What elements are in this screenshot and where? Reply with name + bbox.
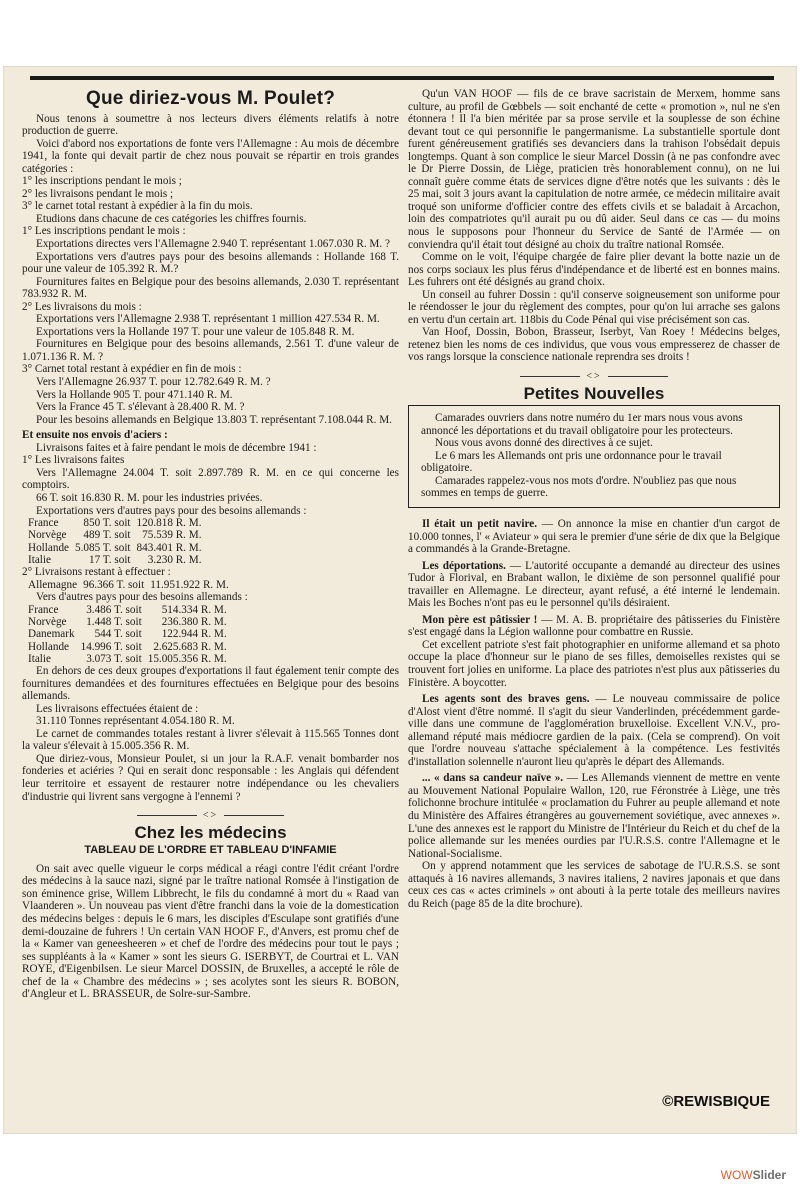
table-row: Hollande 14.996 T. soit 2.625.683 R. M. [28,640,227,653]
paragraph: Que diriez-vous, Monsieur Poulet, si un jour la R.A.F. venait bombarder nos fonderies et aciéries ? Qui en serait donc responsable : les Anglais qui défendent leur territoire et essayent de restaurer notre indépendance ou les chevaliers d'industrie qui livrent sans vergogne à l'ennemi ? [22,752,399,803]
news-item: Il était un petit navire. — On annonce la mise en chantier d'un cargot de 10.000 tonnes, l' « Aviateur » qui sera le premier d'une série de dix que la Belgique a commandés à la Grande-Bretagne. [408,517,780,556]
paragraph: Qu'un VAN HOOF — fils de ce brave sacristain de Merxem, homme sans culture, au profil de Gœbbels — soit enchanté de cette « promotion », nul ne s'en étonnera ! Il l'a bien méritée par sa prose servile et la souplesse de son échine devant tout ce qui personnifie le pangermanisme. La substantielle sportule dont furent généreusement gratifiés ses devanciers dans la trahison l'obsédait depuis longtemps. Quant à son complice le sieur Marcel Dossin (à ne pas confondre avec le Dr Pierre Dossin, de Liège, praticien très honorablement connu), on ne lui connaît guère comme états de services digne d'être notés que les suivants : dès le 25 mai, soit 3 jours avant la capitulation de notre armée, ce médecin militaire avait troqué son uniforme d'officier contre des effets civils et se baladait à Arcachon, loin des compatriotes qu'il aurait pu ou dû aider. Seul dans ce cas — du moins nous le supposons pour l'honneur du Service de Santé de l'Armée — on conviendra qu'il était tout désigné au choix du traître national Romsée. [408,88,780,251]
paragraph: Vers l'Allemagne 26.937 T. pour 12.782.649 R. M. ? [36,376,271,389]
paragraph: Pour les besoins allemands en Belgique 13.803 T. représentant 7.108.044 R. M. [36,413,392,426]
paragraph: Livraisons faites et à faire pendant le mois de décembre 1941 : [36,441,317,454]
paragraph: Cet excellent patriote s'est fait photographier en uniforme allemand et sa photo occupe la place d'honneur sur le piano de ses filles, demoiselles rexistes qui se trouvent fort jolies en uniforme. La place des patriotes n'est plus aux pâtisseries du Finistère. A boycotter. [408,638,780,689]
article-title-medecins: Chez les médecins [134,822,287,842]
section-heading: 1° Les livraisons faites [22,454,125,467]
paragraph: Fournitures faites en Belgique pour des besoins allemands, 2.030 T. représentant 783.932 R. M. [22,275,399,301]
paragraph: Nous tenons à soumettre à nos lecteurs divers éléments relatifs à notre production de guerre. [22,112,399,138]
export-table-1 [28,517,208,566]
article-title-petites-nouvelles: Petites Nouvelles [523,383,665,403]
article-subtitle: TABLEAU DE L'ORDRE ET TABLEAU D'INFAMIE [84,844,337,857]
export-table-2 [28,579,235,591]
paragraph: Fournitures en Belgique pour des besoins allemands, 2.561 T. d'une valeur de 1.071.136 R. M. ? [22,338,399,363]
boxed-notice [408,405,780,508]
paragraph: Vers la Hollande 905 T. pour 471.140 R. M. [36,388,233,401]
table-row: Danemark 544 T. soit 122.944 R. M. [28,628,227,641]
paragraph: Vers l'Allemagne 24.004 T. soit 2.897.789 R. M. en ce qui concerne les comptoirs. [22,466,399,492]
paragraph: Camarades rappelez-vous nos mots d'ordre. N'oubliez pas que nous sommes en temps de guerre. [421,474,737,500]
article-title-poulet: Que diriez-vous M. Poulet? [85,88,336,109]
left-column [22,88,399,1001]
table-row: Norvège 489 T. soit 75.539 R. M. [28,529,202,542]
section-heading: 2° Les livraisons du mois : [22,300,142,313]
paragraph: Exportations vers la Hollande 197 T. pour une valeur de 105.848 R. M. [36,325,355,338]
paragraph: Exportations vers l'Allemagne 2.938 T. représentant 1 million 427.534 R. M. [36,313,380,326]
paragraph: Le 6 mars les Allemands ont pris une ordonnance pour le travail obligatoire. [421,449,722,475]
paragraph: Nous vous avons donné des directives à ce sujet. [435,437,653,450]
paragraph: Exportations directes vers l'Allemagne 2.940 T. représentant 1.067.030 R. M. ? [36,238,390,251]
watermark-logo: WOWSlider [720,1168,786,1182]
list-item: 1° les inscriptions pendant le mois ; [22,175,182,188]
ornament-separator: <> [408,371,780,384]
table-row: Italie 3.073 T. soit 15.005.356 R. M. [28,652,227,665]
news-item: Les agents sont des braves gens. — Le nouveau commissaire de police d'Alost vient d'être nommé. Il s'agit du sieur Vanderlinden, précédemment garde-ville dans une commune de l'agglomération bruxelloise. Excellent V.N.V., pro-allemand réputé mais médiocre gardien de la paix. (Cela se comprend). On voit que l'ordre nouveau s'attache spécialement à la compétence. Les festivités d'installation solennelle n'auront lieu qu'après le départ des Allemands. [408,693,780,768]
paragraph: Un conseil au fuhrer Dossin : qu'il conserve soigneusement son uniforme pour le réendosser le jour du règlement des comptes, pour qu'on lui arrache ses galons en vertu d'un certain art. 118bis du Code Pénal qui vise précisément son cas. [408,288,780,326]
paragraph: 31.110 Tonnes représentant 4.054.180 R. M. [36,715,235,728]
paragraph: Les livraisons effectuées étaient de : [36,702,199,715]
table-row: Norvège 1.448 T. soit 236.380 R. M. [28,615,227,628]
table-row: Hollande 5.085 T. soit 843.401 R. M. [28,541,202,554]
section-heading: 3° Carnet total restant à expédier en fin de mois : [22,363,242,376]
paragraph: En dehors de ces deux groupes d'exportations il faut également tenir compte des fournitures demandées et des fournitures effectuées en Belgique pour des besoins allemands. [22,665,399,703]
paragraph: 66 T. soit 16.830 R. M. pour les industries privées. [36,491,263,504]
ornament-separator: <> [22,810,399,823]
section-heading: 1° Les inscriptions pendant le mois : [22,225,186,238]
copyright-mark: ©REWISBIQUE [662,1093,770,1110]
right-column [408,88,780,910]
list-item: 3° le carnet total restant à expédier à la fin du mois. [22,200,253,213]
news-item: Mon père est pâtissier ! — M. A. B. propriétaire des pâtisseries du Finistère s'est engagé dans la Légion wallonne pour combattre en Russie. [408,613,780,639]
section-heading: Et ensuite nos envois d'aciers : [22,429,168,442]
section-heading: 2° Livraisons restant à effectuer : [22,566,171,579]
paragraph: Vers la France 45 T. s'élevant à 28.400 R. M. ? [36,401,245,414]
table-row: France 3.486 T. soit 514.334 R. M. [28,603,227,616]
top-rule [30,76,774,80]
export-table-3 [28,604,233,665]
paragraph: Etudions dans chacune de ces catégories les chiffres fournis. [36,212,307,225]
paragraph: On sait avec quelle vigueur le corps médical a réagi contre l'édit créant l'ordre des médecins à la sauce nazi, signé par le traître national Romsée à l'instigation de son éminence grise, Willem Libbrecht, le fils du condamné à mort du « Raad van Vlaanderen ». Un nouveau pas vient d'être franchi dans la voie de la domestication des médecins belges : depuis le 6 mars, les disciples d'Esculape sont gratifiés d'une demi-douzaine de fuhrers ! Un certain VAN HOOF F., d'Anvers, est promu chef de la « Kamer van geneesheeren » et chef de l'ordre des médecins pour tout le pays ; ses suppléants à la « Kamer » sont les sieurs G. ISERBYT, de Courtrai et L. VAN ROYE, d'Eigenbilsen. Le sieur Marcel DOSSIN, de Bruxelles, a accepté le rôle de chef de la « Chambre des médecins » ; ses acolytes sont les sieurs R. BOBON, d'Angleur et L. BRASSEUR, de Solre-sur-Sambre. [22,862,399,1001]
list-item: 2° les livraisons pendant le mois ; [22,187,174,200]
paragraph: Vers d'autres pays pour des besoins allemands : [36,591,248,604]
paragraph: Van Hoof, Dossin, Bobon, Brasseur, Iserbyt, Van Roey ! Médecins belges, retenez bien les noms de ces individus, que vous vous empresserez de chasser de vos rangs lorsque la conscience nationale reprendra ses droits ! [408,326,780,364]
table-row: Allemagne 96.366 T. soit 11.951.922 R. M. [28,578,229,591]
table-row: France 850 T. soit 120.818 R. M. [28,517,202,530]
paragraph: Exportations vers d'autres pays pour des besoins allemands : Hollande 168 T. pour une valeur de 105.392 R. M.? [22,250,399,276]
paragraph: Le carnet de commandes totales restant à livrer s'élevait à 115.565 Tonnes dont la valeur s'élevait à 15.005.356 R. M. [22,727,399,753]
paragraph: Comme on le voit, l'équipe chargée de faire plier devant la botte nazie un de nos corps sociaux les plus férus d'indépendance et de liberté est en bonnes mains. Les fuhrers ont été désignés au grand choix. [408,251,780,289]
paragraph: Camarades ouvriers dans notre numéro du 1er mars nous vous avons annoncé les déportations et du travail obligatoire pour les protecteurs. [421,412,743,437]
paragraph: On y apprend notamment que les services de sabotage de l'U.R.S.S. se sont attaqués à 16 navires allemands, 3 navires italiens, 2 navires japonais et que dans ceux ces cas « actes criminels » ont abouti à la perte totale des meilleurs navires du Reich (page 85 de la dite brochure). [408,860,780,910]
news-item: Les déportations. — L'autorité occupante a demandé au directeur des usines Tudor à Florival, en Brabant wallon, le dixième de son personnel qualifié pour travailler en Allemagne. Le directeur, ayant refusé, a été interné le lendemain. Mais les Boches n'ont pas eu le personnel qu'ils désiraient. [408,559,780,610]
table-row: Italie 17 T. soit 3.230 R. M. [28,553,202,566]
paragraph: Voici d'abord nos exportations de fonte vers l'Allemagne : Au mois de décembre 1941, la fonte qui devait partir de chez nous pouvait se répartir en trois grandes catégories : [22,137,399,175]
paragraph: Exportations vers d'autres pays pour des besoins allemands : [36,504,307,517]
news-item: ... « dans sa candeur naïve ». — Les Allemands viennent de mettre en vente au Mouvement National Populaire Wallon, 120, rue Féronstrée à Liège, une très folichonne brochure intitulée « proclamation du Fuhrer au peuple allemand et note du Ministère des Affaires étrangères au gouvernement soviétique, avec annexes ». L'une des annexes est le rapport du Ministre de l'Intérieur du Reich et du chef de la police allemande sur les menées ourdies par l'U.R.S.S. contre l'Allemagne et le National-Socialisme. [408,772,781,860]
